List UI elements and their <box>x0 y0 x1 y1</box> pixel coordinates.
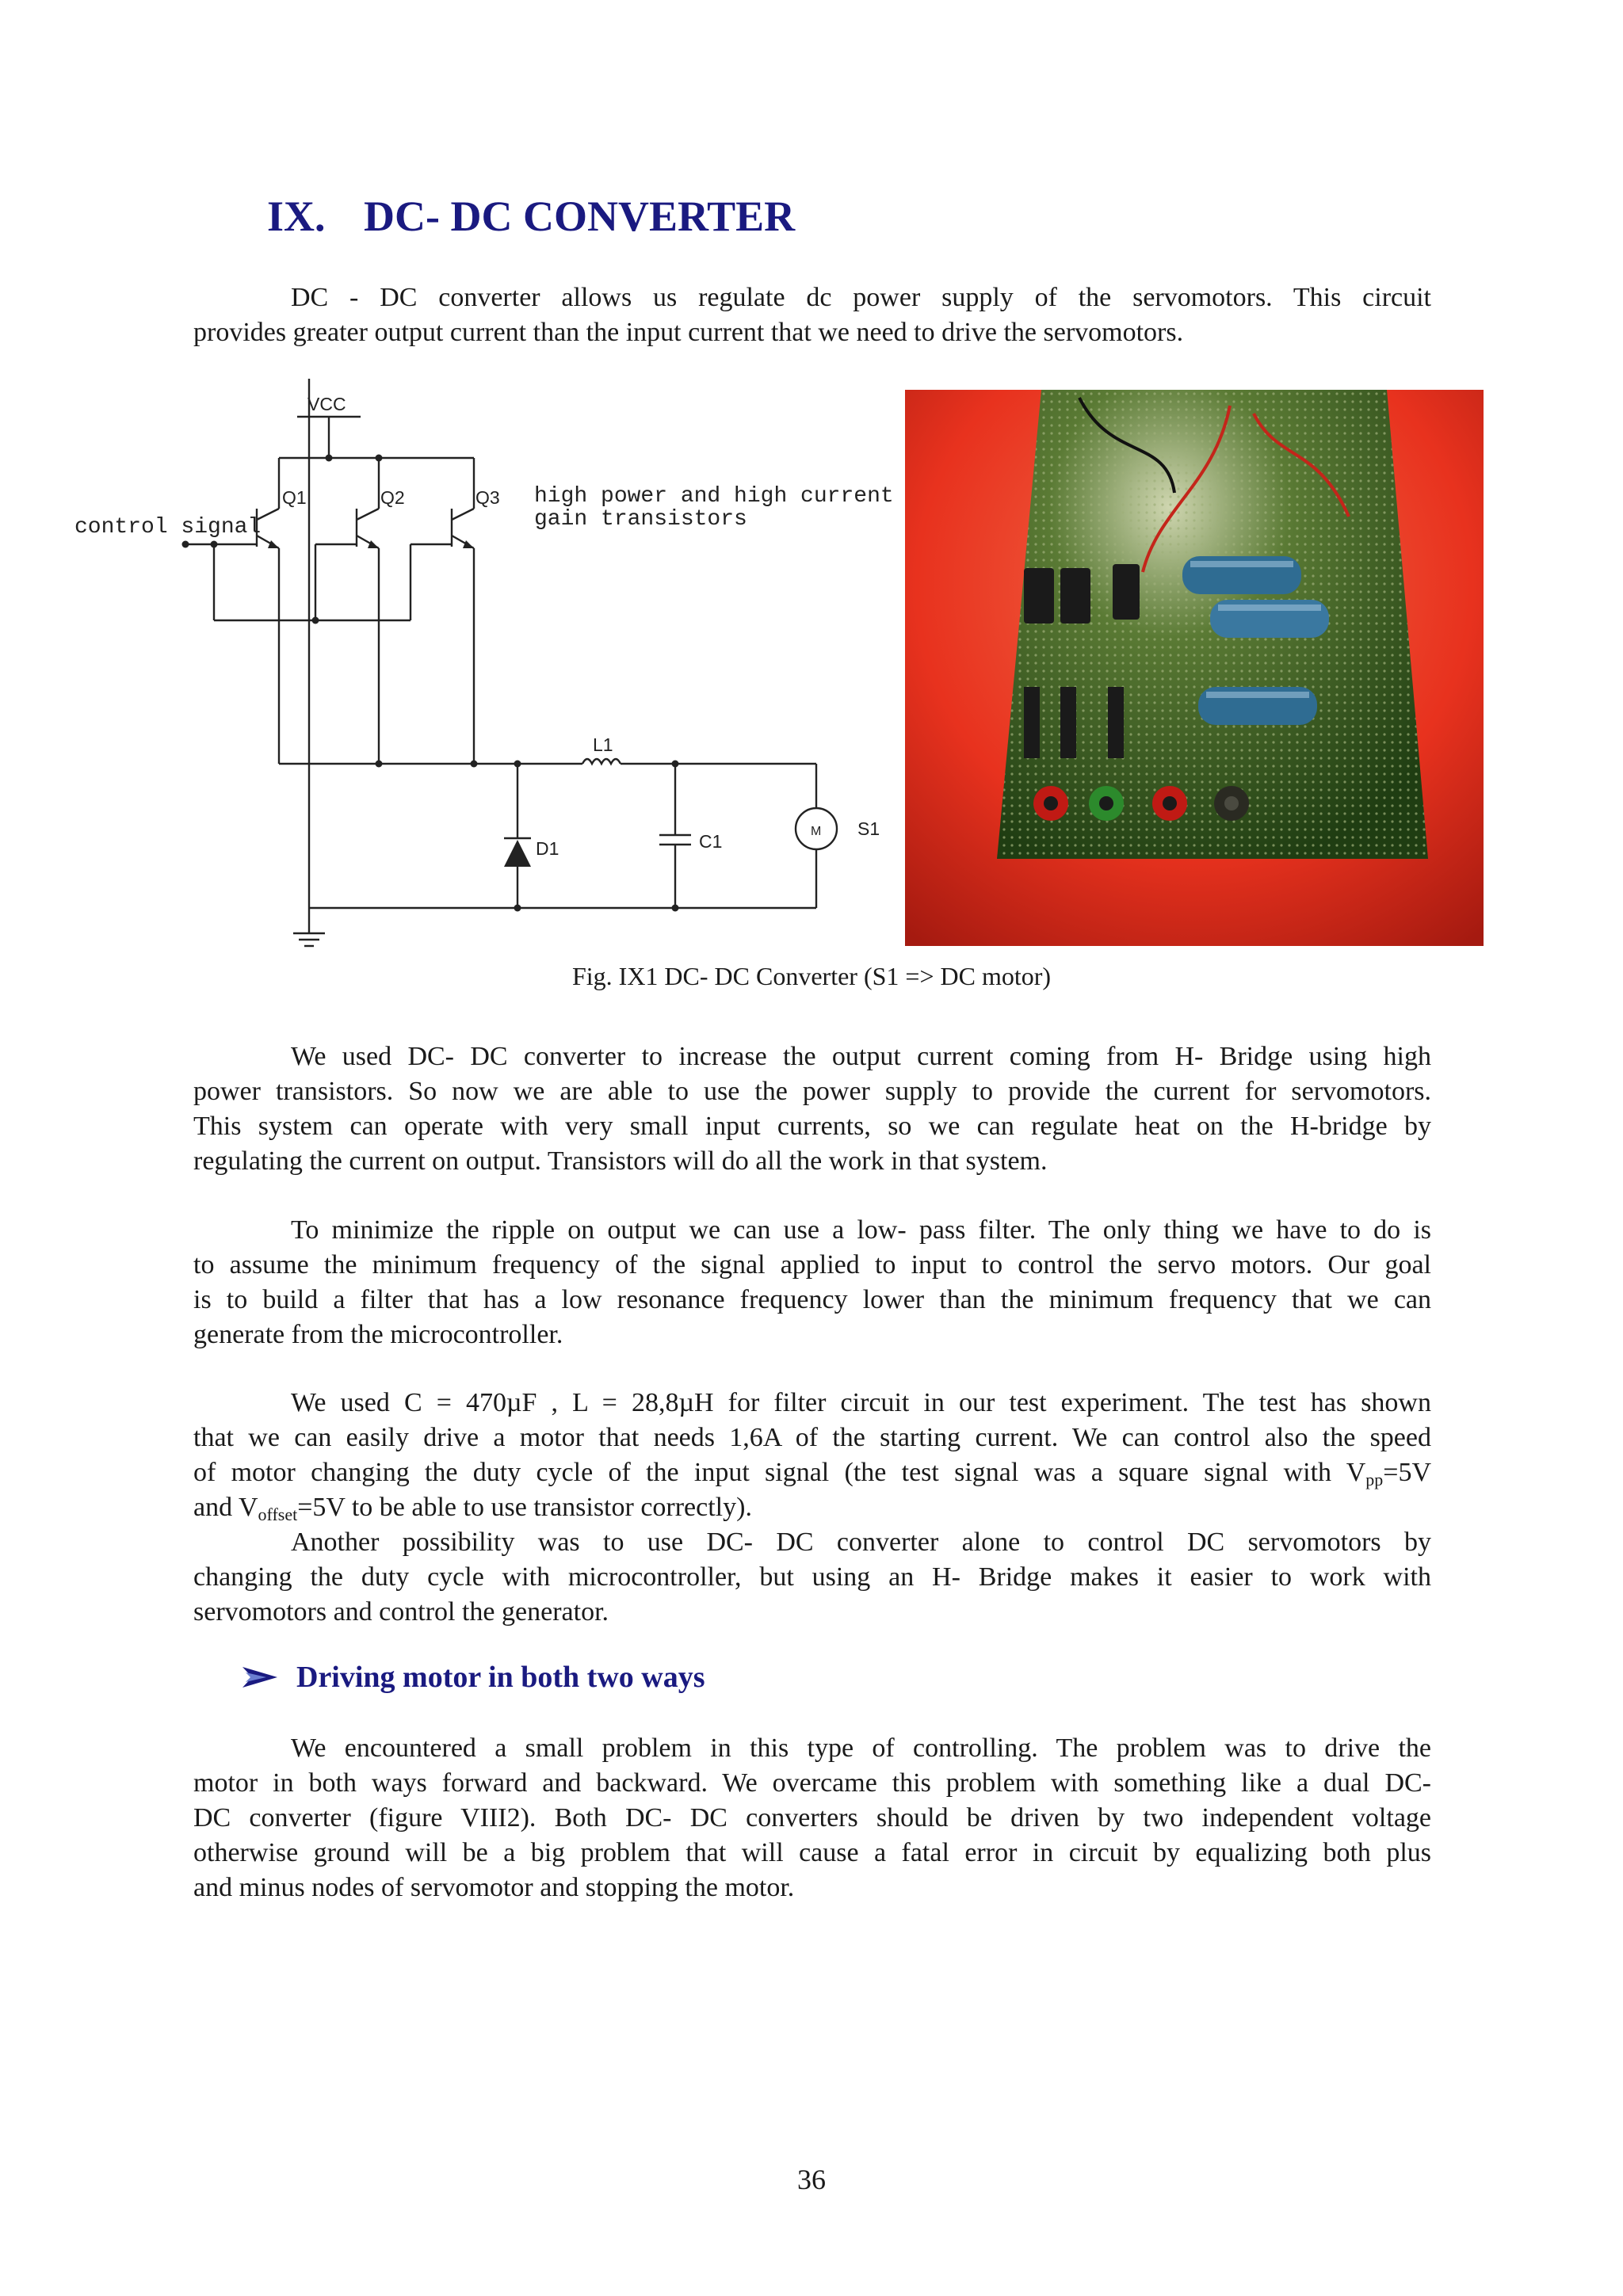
s1-label: S1 <box>857 818 880 839</box>
text-segment: and V <box>193 1493 258 1522</box>
paragraph-4 <box>193 1525 1431 1630</box>
text-line: power transistors. So now we are able to use the power supply to provide the current for servomotors. <box>193 1077 1431 1106</box>
text-line: servomotors and control the generator. <box>193 1597 609 1627</box>
text-line: changing the duty cycle with microcontroller, but using an H- Bridge makes it easier to work with <box>193 1562 1431 1592</box>
arrow-bullet-icon <box>242 1665 277 1689</box>
text-line-with-subscript <box>193 1455 1431 1490</box>
motor-symbol-label: M <box>811 825 822 838</box>
paragraph-1 <box>193 1039 1431 1179</box>
text-line: regulating the current on output. Transistors will do all the work in that system. <box>193 1146 1048 1176</box>
control-signal-label: control signal <box>74 515 262 540</box>
text-segment: =5V <box>1383 1458 1431 1487</box>
c1-label: C1 <box>699 831 723 852</box>
page-number: 36 <box>797 2164 826 2195</box>
text-line: Another possibility was to use DC- DC converter alone to control DC servomotors by <box>291 1527 1431 1557</box>
text-line: generate from the microcontroller. <box>193 1320 563 1349</box>
text-line: This system can operate with very small input currents, so we can regulate heat on the H-bridge by <box>193 1112 1431 1141</box>
circuit-board-photo <box>905 390 1484 946</box>
subsection-heading <box>242 1660 705 1695</box>
transistor-note-line1: high power and high current <box>534 484 894 509</box>
q3-label: Q3 <box>475 487 500 508</box>
vcc-label: VCC <box>307 394 346 414</box>
text-line: and minus nodes of servomotor and stopping the motor. <box>193 1873 795 1902</box>
text-line: We used C = 470µF , L = 28,8µH for filter circuit in our test experiment. The test has shown <box>291 1388 1431 1417</box>
text-line: provides greater output current than the input current that we need to drive the servomotors. <box>193 318 1184 347</box>
text-line: to assume the minimum frequency of the signal applied to input to control the servo motors. Our goal <box>193 1250 1431 1280</box>
text-line: To minimize the ripple on output we can use a low- pass filter. The only thing we have to do is <box>291 1215 1431 1245</box>
paragraph-5 <box>193 1731 1431 1905</box>
q1-label: Q1 <box>282 487 307 508</box>
subscript: pp <box>1365 1470 1384 1489</box>
text-segment: =5V to be able to use transistor correctly). <box>297 1493 752 1522</box>
section-heading <box>267 192 795 241</box>
q2-label: Q2 <box>380 487 405 508</box>
text-line: motor in both ways forward and backward. We overcame this problem with something like a dual DC- <box>193 1768 1431 1798</box>
figure-caption: Fig. IX1 DC- DC Converter (S1 => DC motor) <box>571 962 1052 990</box>
text-line: DC converter (figure VIII2). Both DC- DC converters should be driven by two independent voltage <box>193 1803 1431 1833</box>
section-number: IX. <box>267 193 326 240</box>
d1-label: D1 <box>536 838 559 859</box>
text-line: that we can easily drive a motor that needs 1,6A of the starting current. We can control also the speed <box>193 1423 1431 1452</box>
text-line: otherwise ground will be a big problem that will cause a fatal error in circuit by equalizing both plus <box>193 1838 1431 1867</box>
subsection-title: Driving motor in both two ways <box>296 1661 705 1694</box>
subscript: offset <box>258 1505 298 1524</box>
transistor-note-line2: gain transistors <box>534 507 747 532</box>
text-line: DC - DC converter allows us regulate dc power supply of the servomotors. This circuit <box>291 283 1431 312</box>
text-line: is to build a filter that has a low resonance frequency lower than the minimum frequency that we can <box>193 1285 1431 1314</box>
text-line: We used DC- DC converter to increase the output current coming from H- Bridge using high <box>291 1042 1431 1071</box>
section-title: DC- DC CONVERTER <box>364 193 796 240</box>
text-segment: of motor changing the duty cycle of the input signal (the test signal was a square signal with V <box>193 1458 1366 1487</box>
circuit-diagram <box>63 379 927 965</box>
text-line-with-subscript <box>193 1490 1431 1525</box>
l1-label: L1 <box>593 734 613 755</box>
text-line: We encountered a small problem in this type of controlling. The problem was to drive the <box>291 1733 1431 1763</box>
intro-paragraph <box>193 280 1431 350</box>
paragraph-3 <box>193 1386 1431 1525</box>
paragraph-2 <box>193 1213 1431 1352</box>
